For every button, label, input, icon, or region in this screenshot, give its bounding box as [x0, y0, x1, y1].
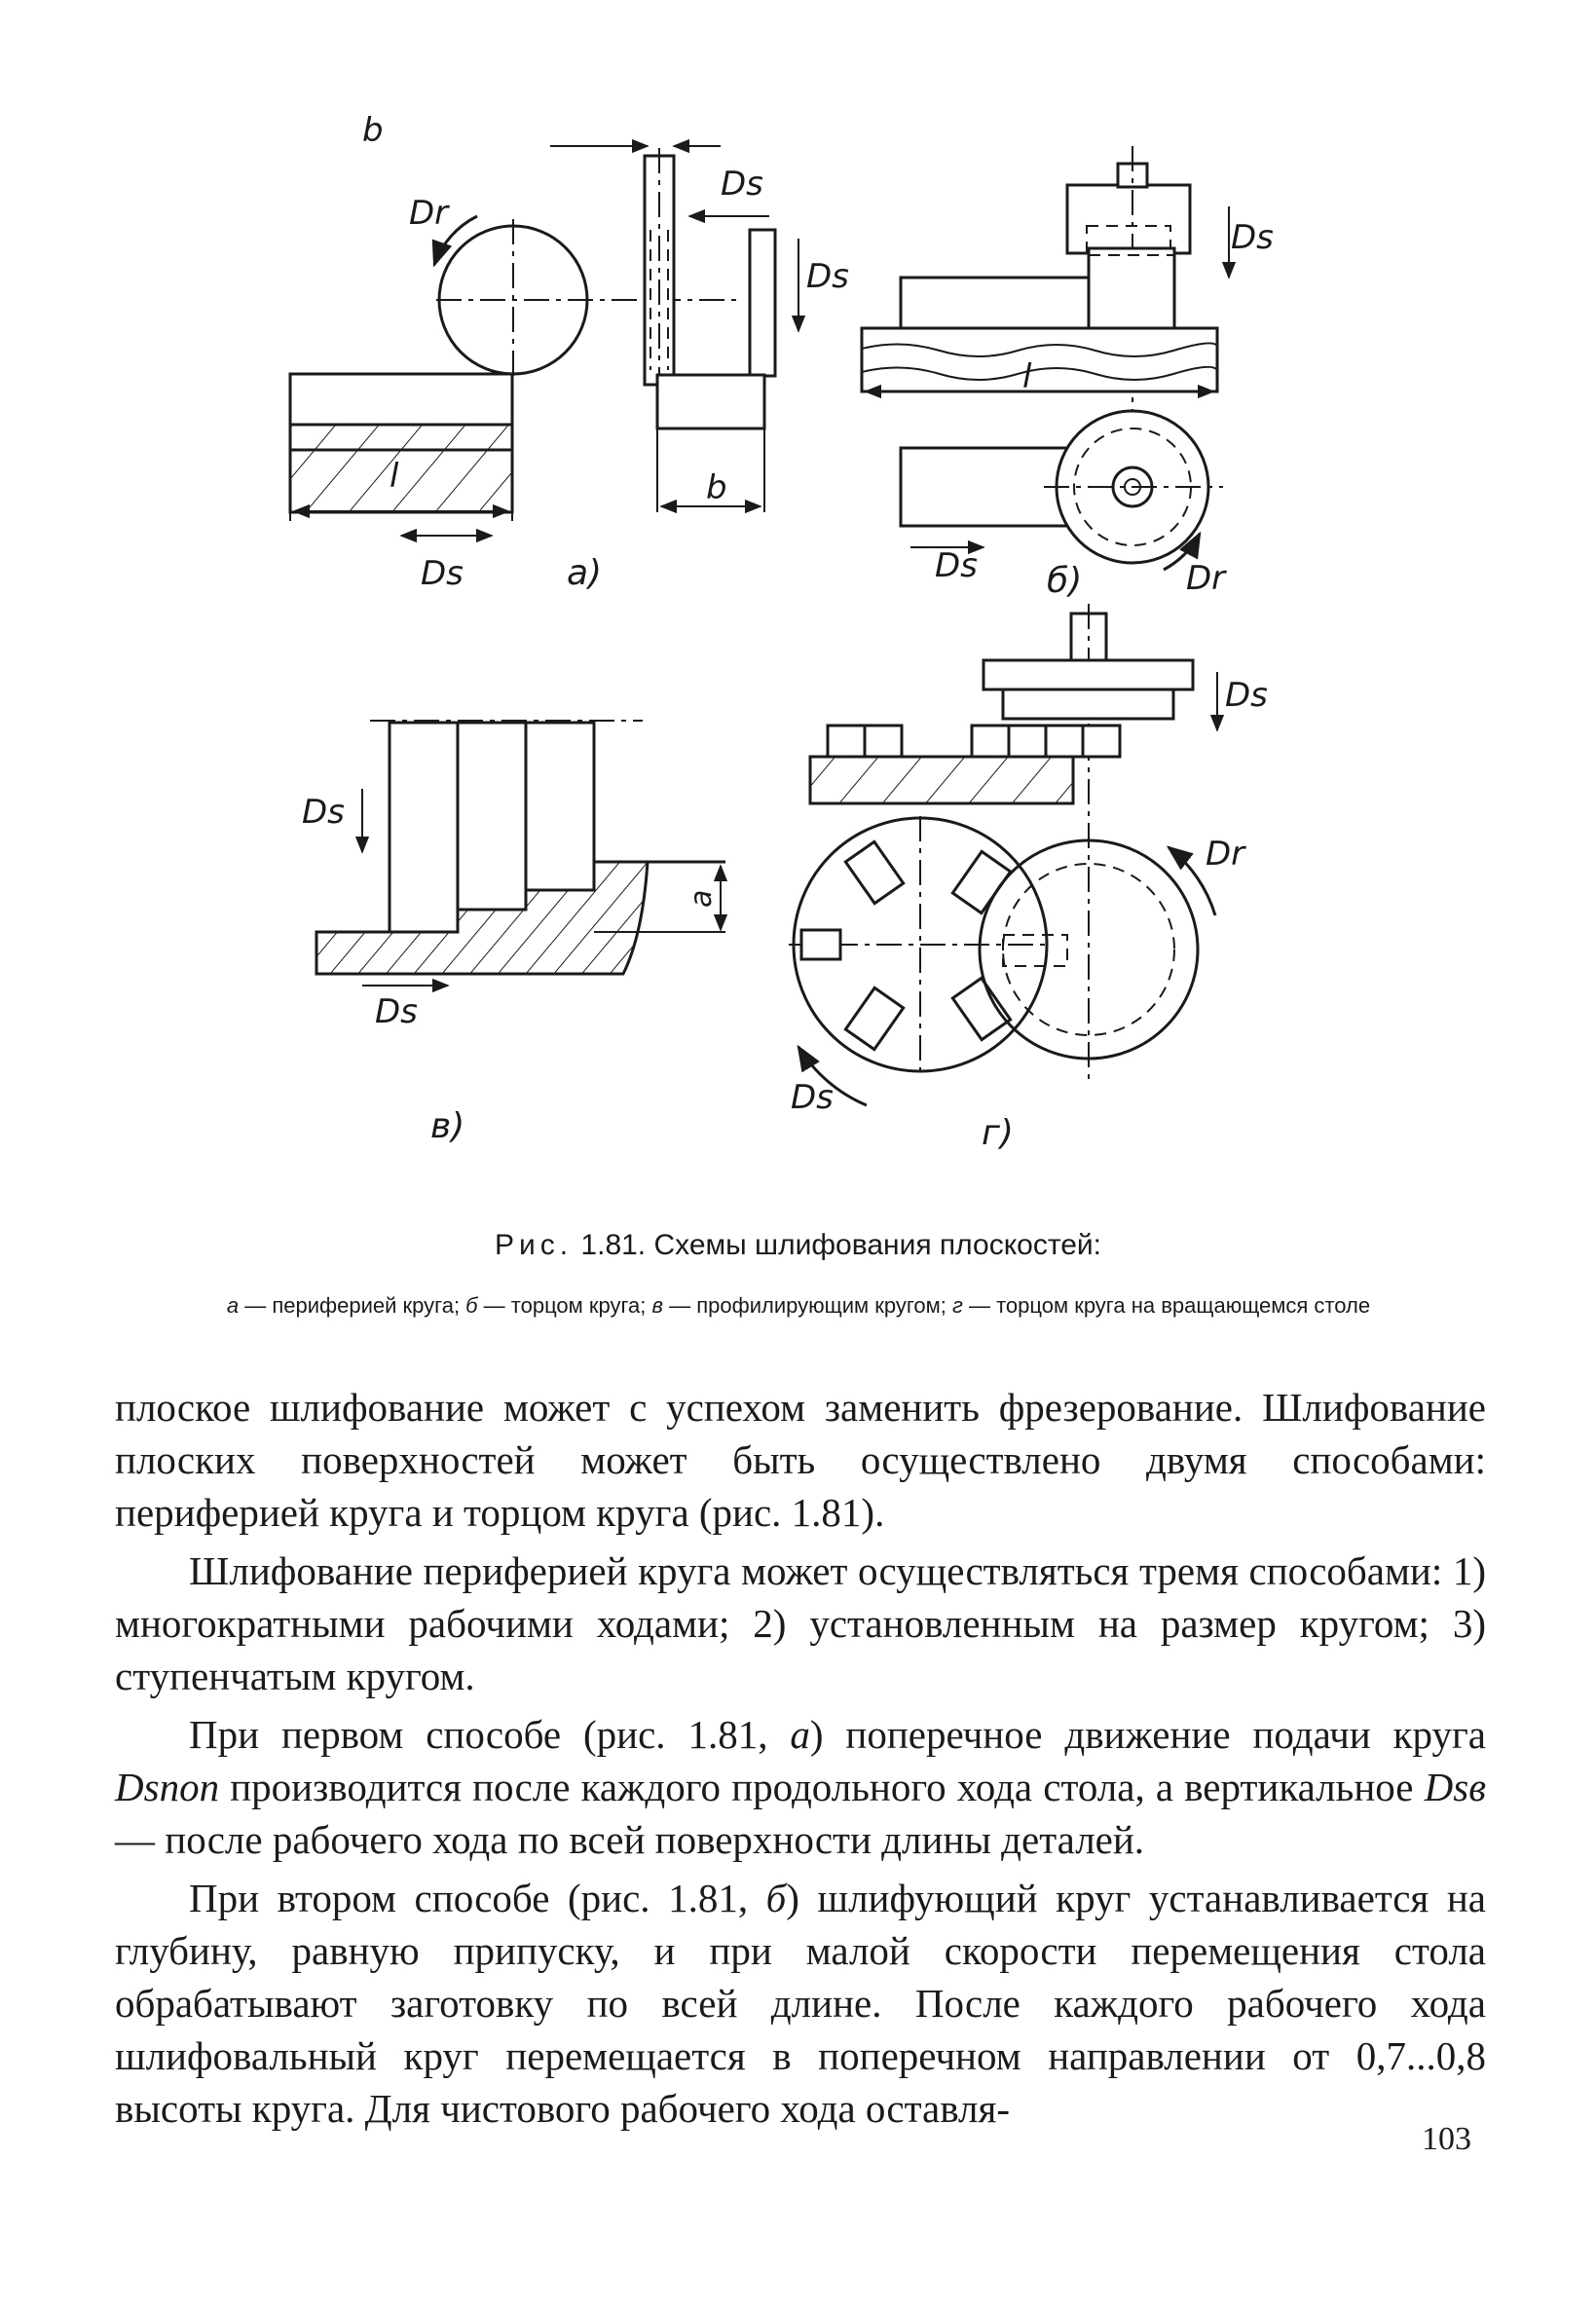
table-b — [862, 328, 1217, 391]
p4-part-a: При втором способе (рис. 1.81, — [189, 1876, 766, 1920]
wheel-g-plan — [980, 840, 1198, 1059]
figure-caption — [0, 1229, 1596, 1262]
label-ds-g-2: Ds — [791, 1078, 834, 1117]
paragraph-2: Шлифование периферией круга может осуществляться тремя способами: 1) многократными рабочими ходами; 2) установленным на размер кругом; 3) ступенчатым кругом. — [115, 1548, 1486, 1698]
workpiece-a — [290, 374, 512, 425]
dim-b-bottom: b — [706, 468, 727, 507]
legend-key-v: в — [651, 1293, 663, 1318]
label-dr-a: Dr — [409, 194, 449, 233]
paragraph-1: плоское шлифование может с успехом заменить фрезерование. Шлифование плоских поверхностей может быть осуществлено двумя способами: периферией круга и торцом круга (рис. 1.81). — [115, 1385, 1486, 1535]
panel-label-a: а) — [567, 553, 603, 593]
caption-fig-number: 1.81. — [580, 1229, 647, 1261]
label-ds-v-1: Ds — [302, 793, 345, 832]
panel-label-v: в) — [430, 1106, 465, 1146]
panel-b — [862, 146, 1274, 601]
dim-l-a: l — [390, 457, 399, 496]
p3-part-c: производится после каждого продольного хода стола, а вертикальное — [219, 1765, 1425, 1809]
p3-part-d: — после рабочего хода по всей поверхности длины деталей. — [115, 1817, 1145, 1862]
label-ds-v-2: Ds — [375, 992, 418, 1031]
panel-g — [789, 604, 1268, 1153]
label-ds-b-2: Ds — [935, 546, 978, 585]
page-number: 103 — [1422, 2121, 1471, 2157]
label-ds-a-3: Ds — [421, 554, 464, 593]
caption-fig-label: Рис. — [494, 1229, 574, 1261]
label-ds-a-2: Ds — [806, 257, 849, 296]
dim-l-b: l — [1022, 357, 1032, 396]
figure-legend — [127, 1290, 1470, 1321]
dim-a-v: a — [685, 889, 719, 908]
legend-key-g: г — [951, 1293, 963, 1318]
legend-key-a: а — [226, 1293, 240, 1318]
legend-text-a: — периферией круга; — [239, 1293, 466, 1318]
dim-b-top: b — [362, 111, 384, 150]
p3-symbol-1: Dsпоп — [115, 1765, 220, 1809]
legend-text-v: — профилирующим кругом; — [663, 1293, 952, 1318]
p4-part-b: ) шлифующий круг устанавливается на глубину, равную припуску, и при малой скорости перемещения стола обрабатывают заготовку по всей длине. После каждого рабочего хода шлифовальный круг перемещается в поперечном направлении от 0,7...0,8 высоты круга. Для чистового рабочего хода оставля- — [115, 1876, 1486, 2131]
label-dr-b: Dr — [1186, 559, 1226, 598]
legend-key-b: б — [465, 1293, 478, 1318]
paragraph-3 — [115, 1708, 1486, 1866]
caption-fig-title: Схемы шлифования плоскостей: — [653, 1229, 1102, 1261]
paragraph-4 — [115, 1872, 1486, 2135]
label-ds-a-1: Ds — [721, 165, 763, 204]
rotary-table-g — [810, 757, 1073, 803]
p3-ref: а — [790, 1712, 810, 1757]
workpiece-b — [901, 278, 1089, 328]
legend-text-g: — торцом круга на вращающемся столе — [962, 1293, 1371, 1318]
panel-label-g: г) — [982, 1113, 1014, 1153]
body-text — [115, 1381, 1486, 2140]
panel-a — [290, 111, 849, 593]
table-a — [290, 425, 512, 512]
p3-symbol-2: Dsв — [1424, 1765, 1486, 1809]
label-ds-b-1: Ds — [1231, 218, 1274, 257]
panel-label-b: б) — [1047, 561, 1083, 601]
p3-part-a: При первом способе (рис. 1.81, — [189, 1712, 791, 1757]
label-dr-g: Dr — [1206, 835, 1245, 874]
legend-text-b: — торцом круга; — [477, 1293, 652, 1318]
p3-part-b: ) поперечное движение подачи круга — [809, 1712, 1486, 1757]
panel-v — [302, 721, 725, 1146]
p4-ref: б — [765, 1876, 787, 1920]
label-ds-g-1: Ds — [1225, 676, 1268, 715]
